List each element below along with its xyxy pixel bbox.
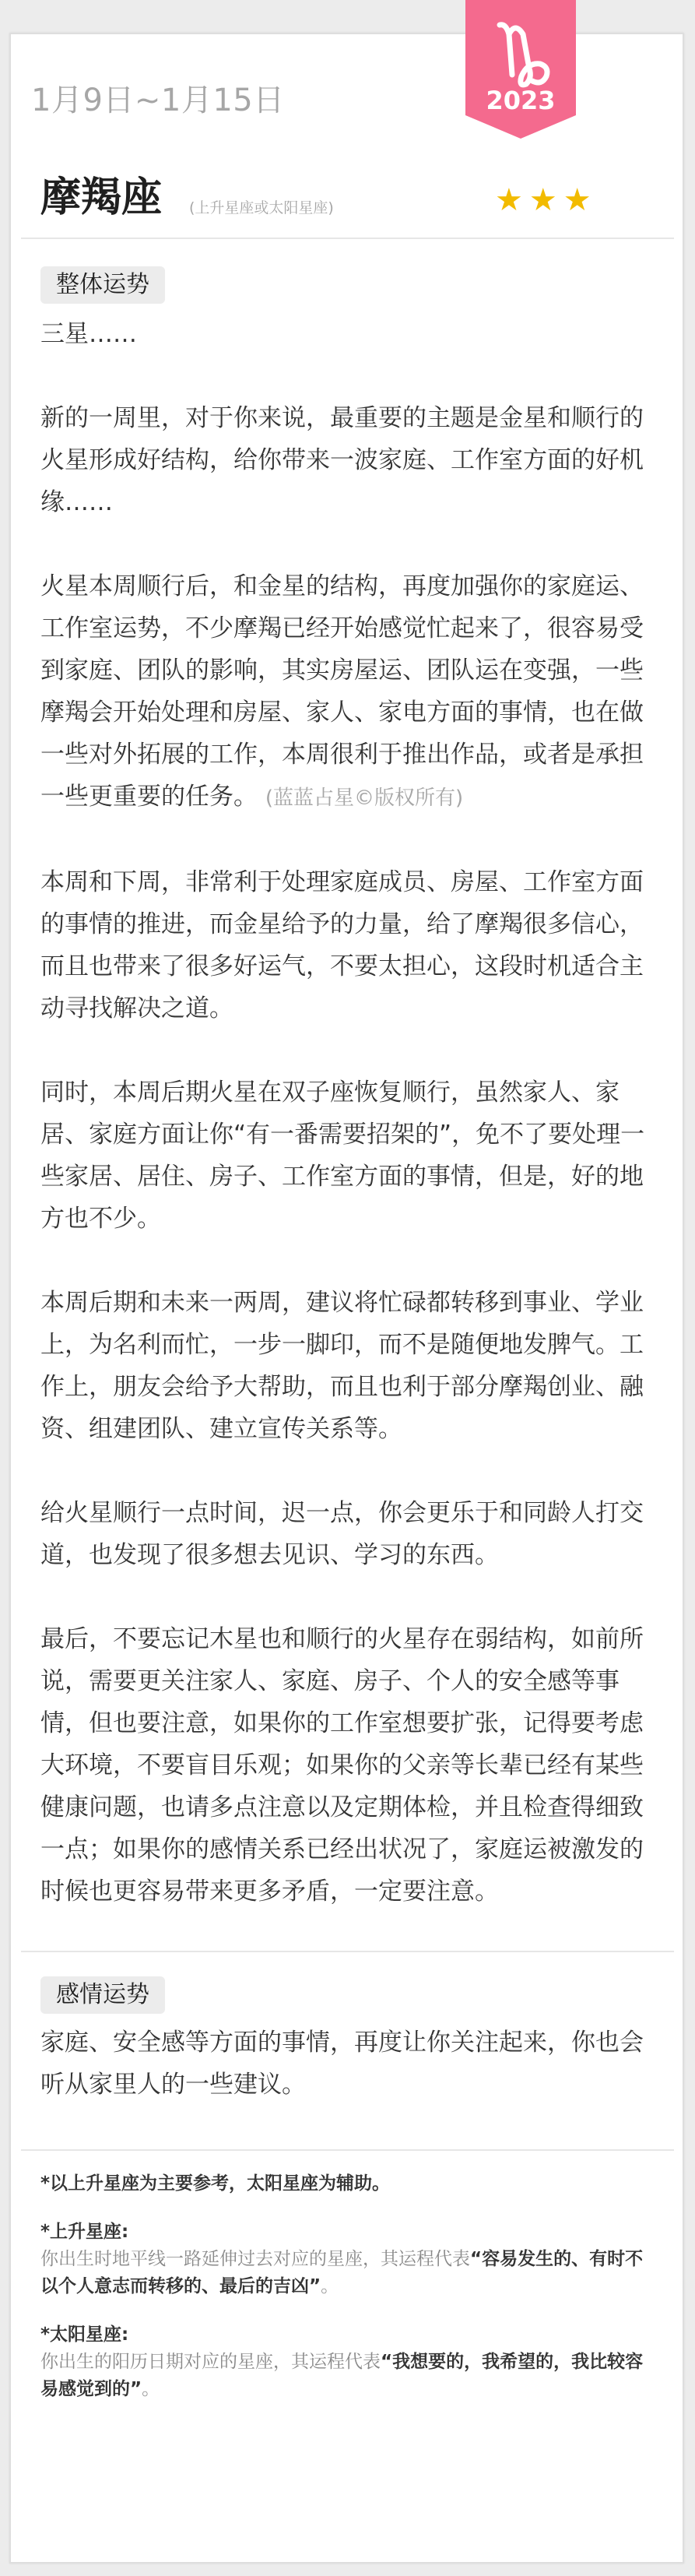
- notes-sun: [40, 2321, 655, 2403]
- notes-rising: [40, 2219, 655, 2300]
- overall-content: [40, 313, 655, 1913]
- star-icon: ★: [563, 182, 591, 218]
- divider: [21, 238, 674, 239]
- divider: [21, 2149, 674, 2151]
- love-paragraph: 家庭、安全感等方面的事情，再度让你关注起来，你也会听从家里人的一些建议。: [40, 2029, 644, 2099]
- divider: [21, 1951, 674, 1952]
- notes-rising-text: 你出生时地平线一路延伸过去对应的星座，其运程代表: [40, 2249, 470, 2269]
- notes-section: [40, 2170, 655, 2424]
- star-icon: ★: [528, 182, 557, 218]
- notes-sun-title: *太阳星座:: [40, 2324, 129, 2345]
- date-range: 1月9日~1月15日: [31, 83, 285, 118]
- notes-sun-quote: “我想要的，我希望的，我比较容易感觉到的”: [40, 2352, 644, 2399]
- star-icon: ★: [495, 182, 523, 218]
- notes-rising-quote: “容易发生的、有时不以个人意志而转移的、最后的吉凶”: [40, 2249, 644, 2296]
- notes-rising-title: *上升星座:: [40, 2222, 129, 2242]
- overall-paragraph: 三星……: [40, 320, 137, 348]
- overall-tag: 整体运势: [40, 266, 165, 304]
- overall-paragraph-text: 火星本周顺行后，和金星的结构，再度加强你的家庭运、工作室运势，不少摩羯已经开始感觉忙起来了，很容易受到家庭、团队的影响，其实房屋运、团队运在变强，一些摩羯会开始处理和房屋、家人、家电方面的事情，也在做一些对外拓展的工作，本周很利于推出作品，或者是承担一些更重要的任务。: [40, 572, 644, 811]
- sign-title: 摩羯座: [40, 174, 163, 221]
- overall-paragraph: [40, 565, 655, 819]
- notes-rising-end: 。: [321, 2276, 339, 2296]
- love-tag: 感情运势: [40, 1976, 165, 2014]
- sign-subtitle: (上升星座或太阳星座): [189, 199, 334, 216]
- notes-main: *以上升星座为主要参考，太阳星座为辅助。: [40, 2173, 391, 2194]
- overall-paragraph: 本周后期和未来一两周，建议将忙碌都转移到事业、学业上，为名利而忙，一步一脚印，而不是随便地发脾气。工作上，朋友会给予大帮助，而且也利于部分摩羯创业、融资、组建团队、建立宣传关系等。: [40, 1289, 644, 1443]
- badge-year: 2023: [486, 86, 556, 115]
- notes-sun-end: 。: [142, 2379, 160, 2399]
- notes-sun-text: 你出生的阳历日期对应的星座，其运程代表: [40, 2352, 381, 2372]
- overall-paragraph: 新的一周里，对于你来说，最重要的主题是金星和顺行的火星形成好结构，给你带来一波家庭、工作室方面的好机缘……: [40, 404, 644, 516]
- rating-stars: [495, 182, 591, 218]
- notes-sun-body: [40, 2349, 655, 2403]
- overall-paragraph: 同时，本周后期火星在双子座恢复顺行，虽然家人、家居、家庭方面让你“有一番需要招架的”，免不了要处理一些家居、居住、房子、工作室方面的事情，但是，好的地方也不少。: [40, 1079, 645, 1233]
- overall-paragraph: 给火星顺行一点时间，迟一点，你会更乐于和同龄人打交道，也发现了很多想去见识、学习的东西。: [40, 1499, 644, 1569]
- capricorn-badge-icon: [465, 0, 576, 139]
- love-content: [40, 2022, 655, 2106]
- year-badge: [465, 0, 576, 139]
- notes-rising-body: [40, 2246, 655, 2300]
- copyright-note: (蓝蓝占星©版权所有): [265, 787, 464, 810]
- overall-paragraph: 最后，不要忘记木星也和顺行的火星存在弱结构，如前所说，需要更关注家人、家庭、房子、个人的安全感等事情，但也要注意，如果你的工作室想要扩张，记得要考虑大环境，不要盲目乐观；如果你的父亲等长辈已经有某些健康问题，也请多点注意以及定期体检，并且检查得细致一点；如果你的感情关系已经出状况了，家庭运被激发的时候也更容易带来更多矛盾，一定要注意。: [40, 1625, 644, 1906]
- overall-paragraph: 本周和下周，非常利于处理家庭成员、房屋、工作室方面的事情的推进，而金星给予的力量，给了摩羯很多信心，而且也带来了很多好运气，不要太担心，这段时机适合主动寻找解决之道。: [40, 868, 644, 1022]
